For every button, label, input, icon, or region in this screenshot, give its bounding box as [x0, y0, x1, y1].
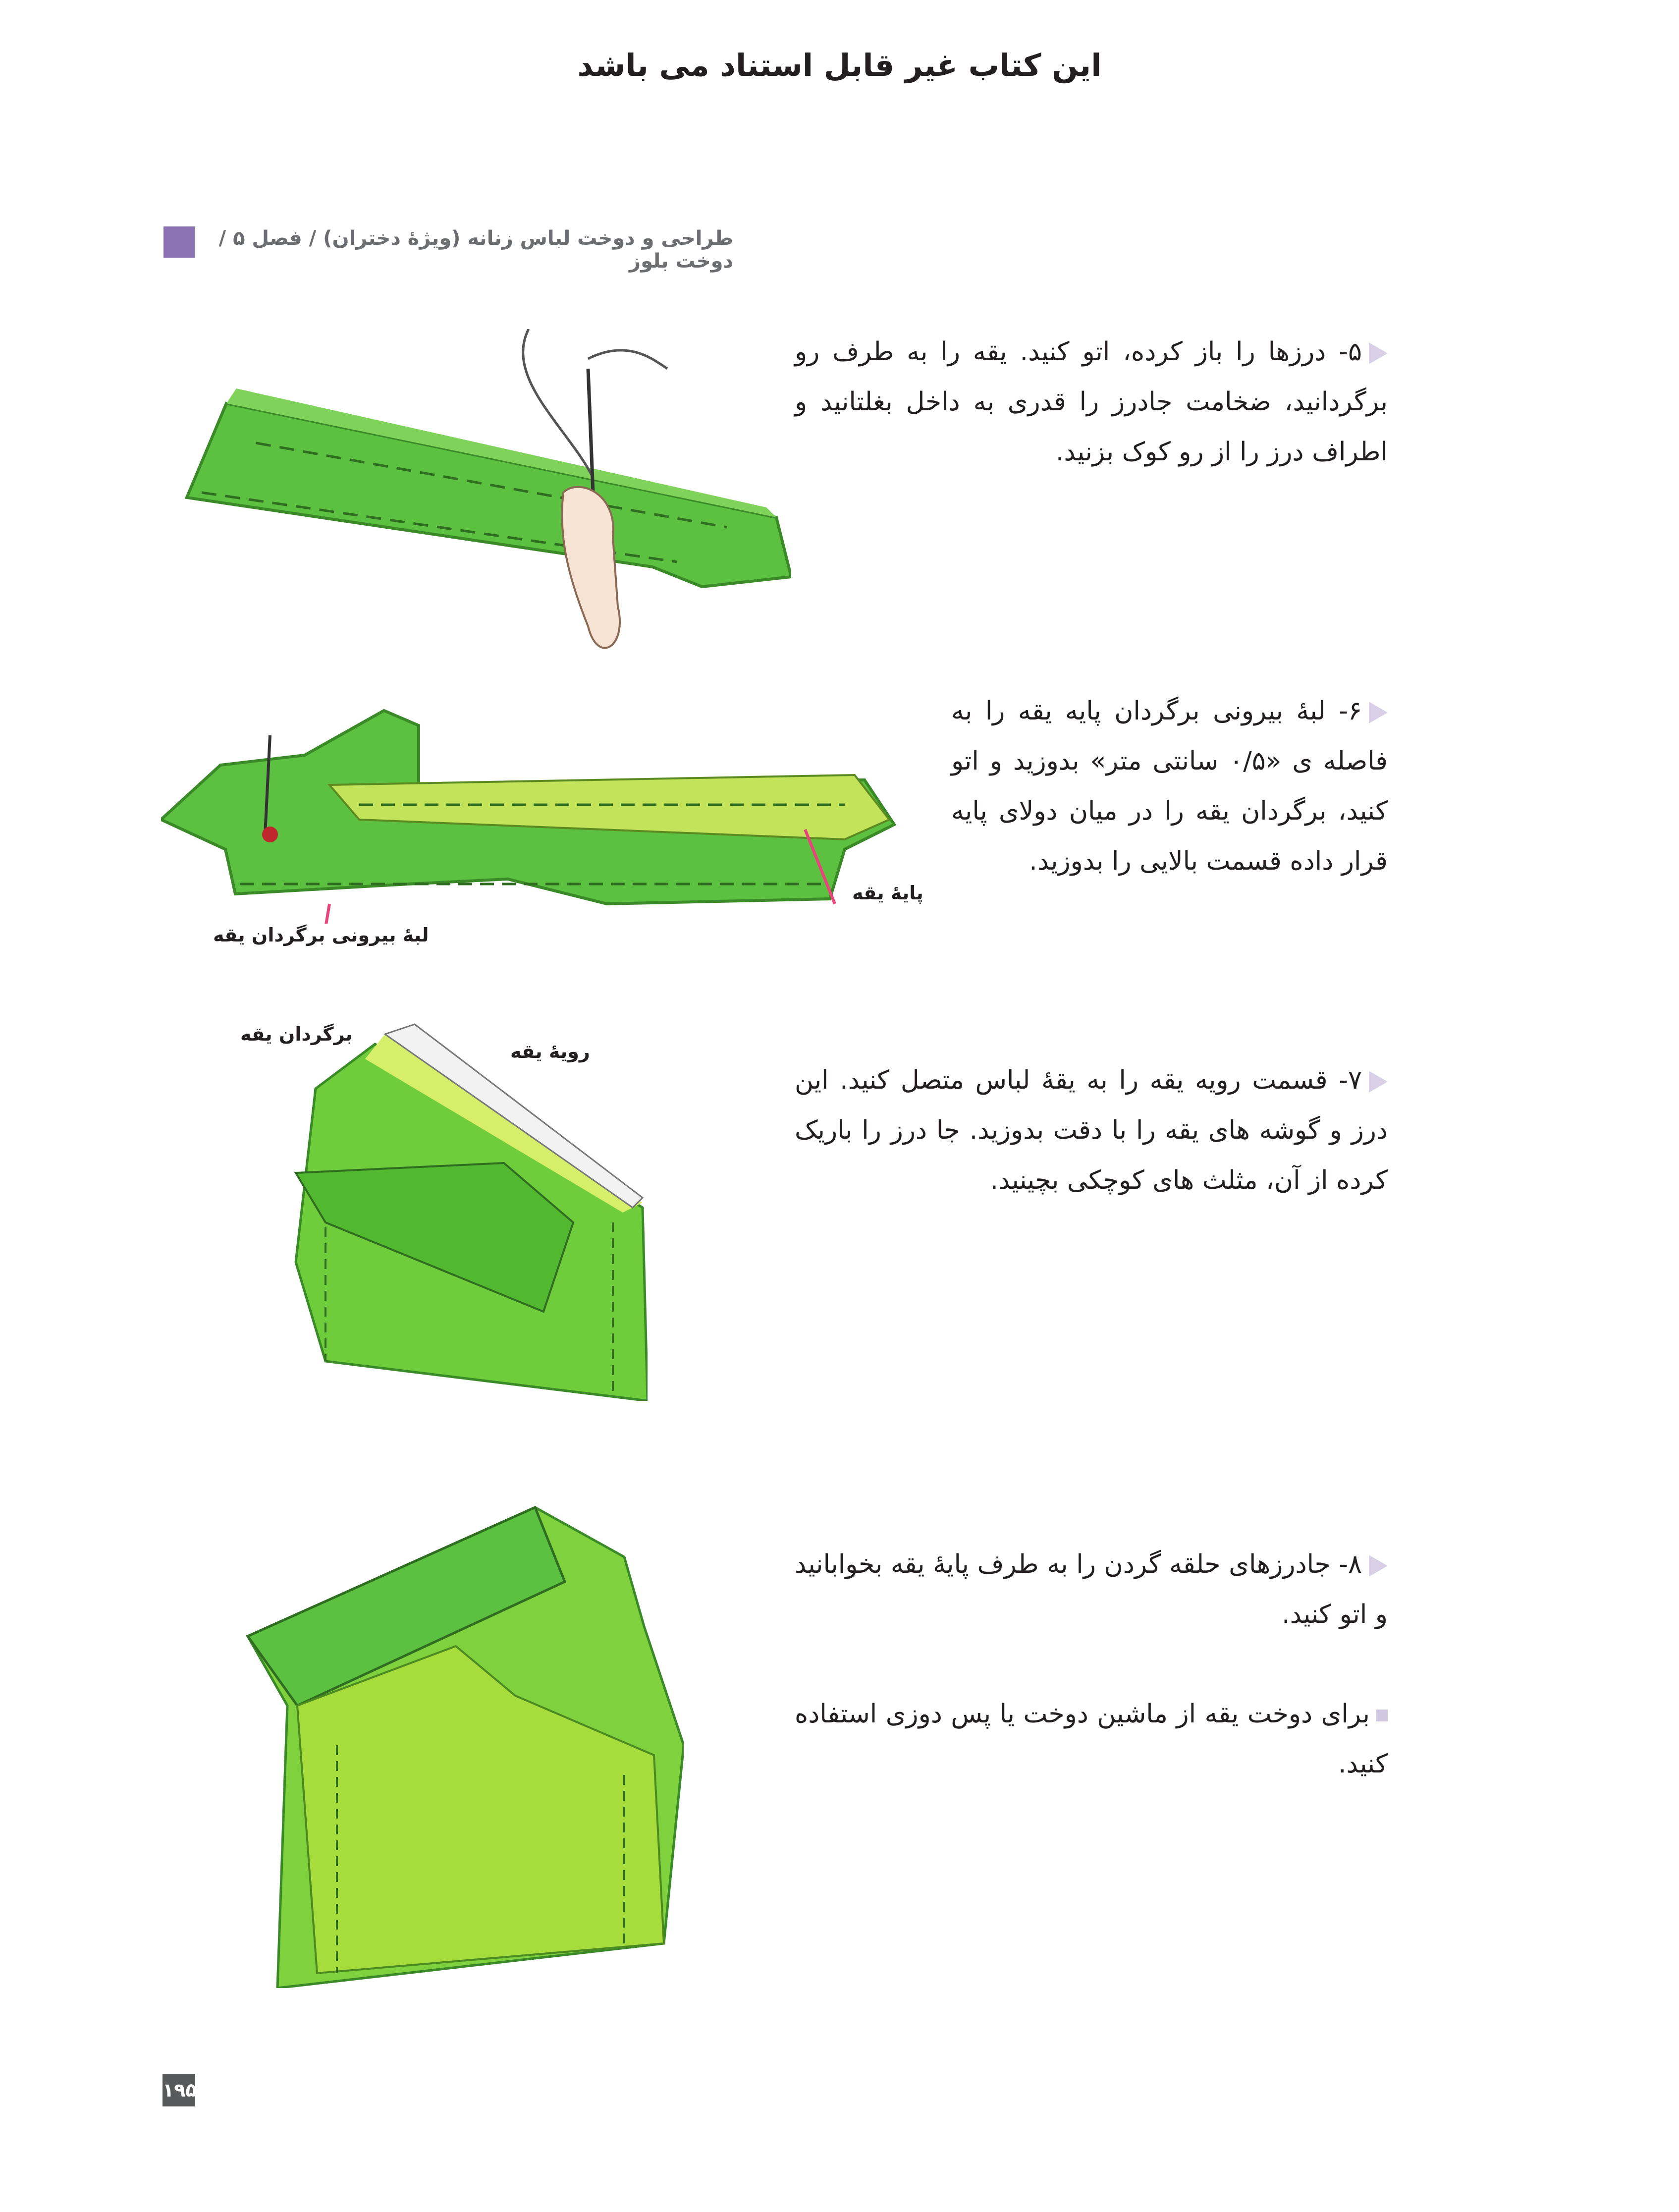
watermark-banner: این کتاب غیر قابل استناد می باشد [577, 47, 1102, 83]
step-7-text: ۷- قسمت رویه یقه را به یقهٔ لباس متصل کنید. این درز و گوشه های یقه را با دقت بدوزید. جا درز را باریک کرده از آن، مثلث های کوچکی بچینید. [795, 1065, 1388, 1195]
step-5-text: ۵- درزها را باز کرده، اتو کنید. یقه را به طرف رو برگردانید، ضخامت جادرز را قدری به داخل بغلتانید و اطراف درز را از رو کوک بزنید. [795, 337, 1388, 467]
triangle-bullet-icon [1369, 1555, 1388, 1577]
triangle-bullet-icon [1369, 702, 1388, 723]
header-accent-square [163, 226, 195, 258]
triangle-bullet-icon [1369, 1071, 1388, 1093]
triangle-bullet-icon [1369, 342, 1388, 364]
figure-collar-stand [161, 686, 919, 924]
label-collar-stand: پایهٔ یقه [852, 882, 923, 904]
square-bullet-icon [1376, 1710, 1388, 1721]
figure-collar-attach [266, 1014, 648, 1401]
label-collar-fall: برگردان یقه [240, 1023, 353, 1045]
breadcrumb: طراحی و دوخت لباس زنانه (ویژهٔ دختران) / فصل ۵ / دوخت بلوز [218, 227, 733, 273]
label-outer-edge: لبهٔ بیرونی برگردان یقه [213, 924, 429, 946]
note-text: برای دوخت یقه از ماشین دوخت یا پس دوزی استفاده کنید. [795, 1699, 1388, 1779]
label-collar-top: رویهٔ یقه [510, 1041, 590, 1062]
figure-collar-pressing [182, 329, 791, 666]
note [795, 1689, 1388, 1789]
step-6 [951, 686, 1388, 886]
step-7 [795, 1055, 1388, 1206]
step-5 [795, 327, 1388, 477]
page-number: ۱۹۵ [162, 2074, 195, 2106]
step-8-text: ۸- جادرزهای حلقه گردن را به طرف پایهٔ یقه بخوابانید و اتو کنید. [795, 1549, 1388, 1629]
step-8 [795, 1540, 1388, 1640]
step-6-text: ۶- لبهٔ بیرونی برگردان پایه یقه را به فاصله ی «۰/۵ سانتی متر» بدوزید و اتو کنید، برگردان یقه را در میان دولای پایه قرار داده قسمت بالایی را بدوزید. [951, 696, 1388, 876]
figure-neckline-seams [238, 1497, 684, 1988]
